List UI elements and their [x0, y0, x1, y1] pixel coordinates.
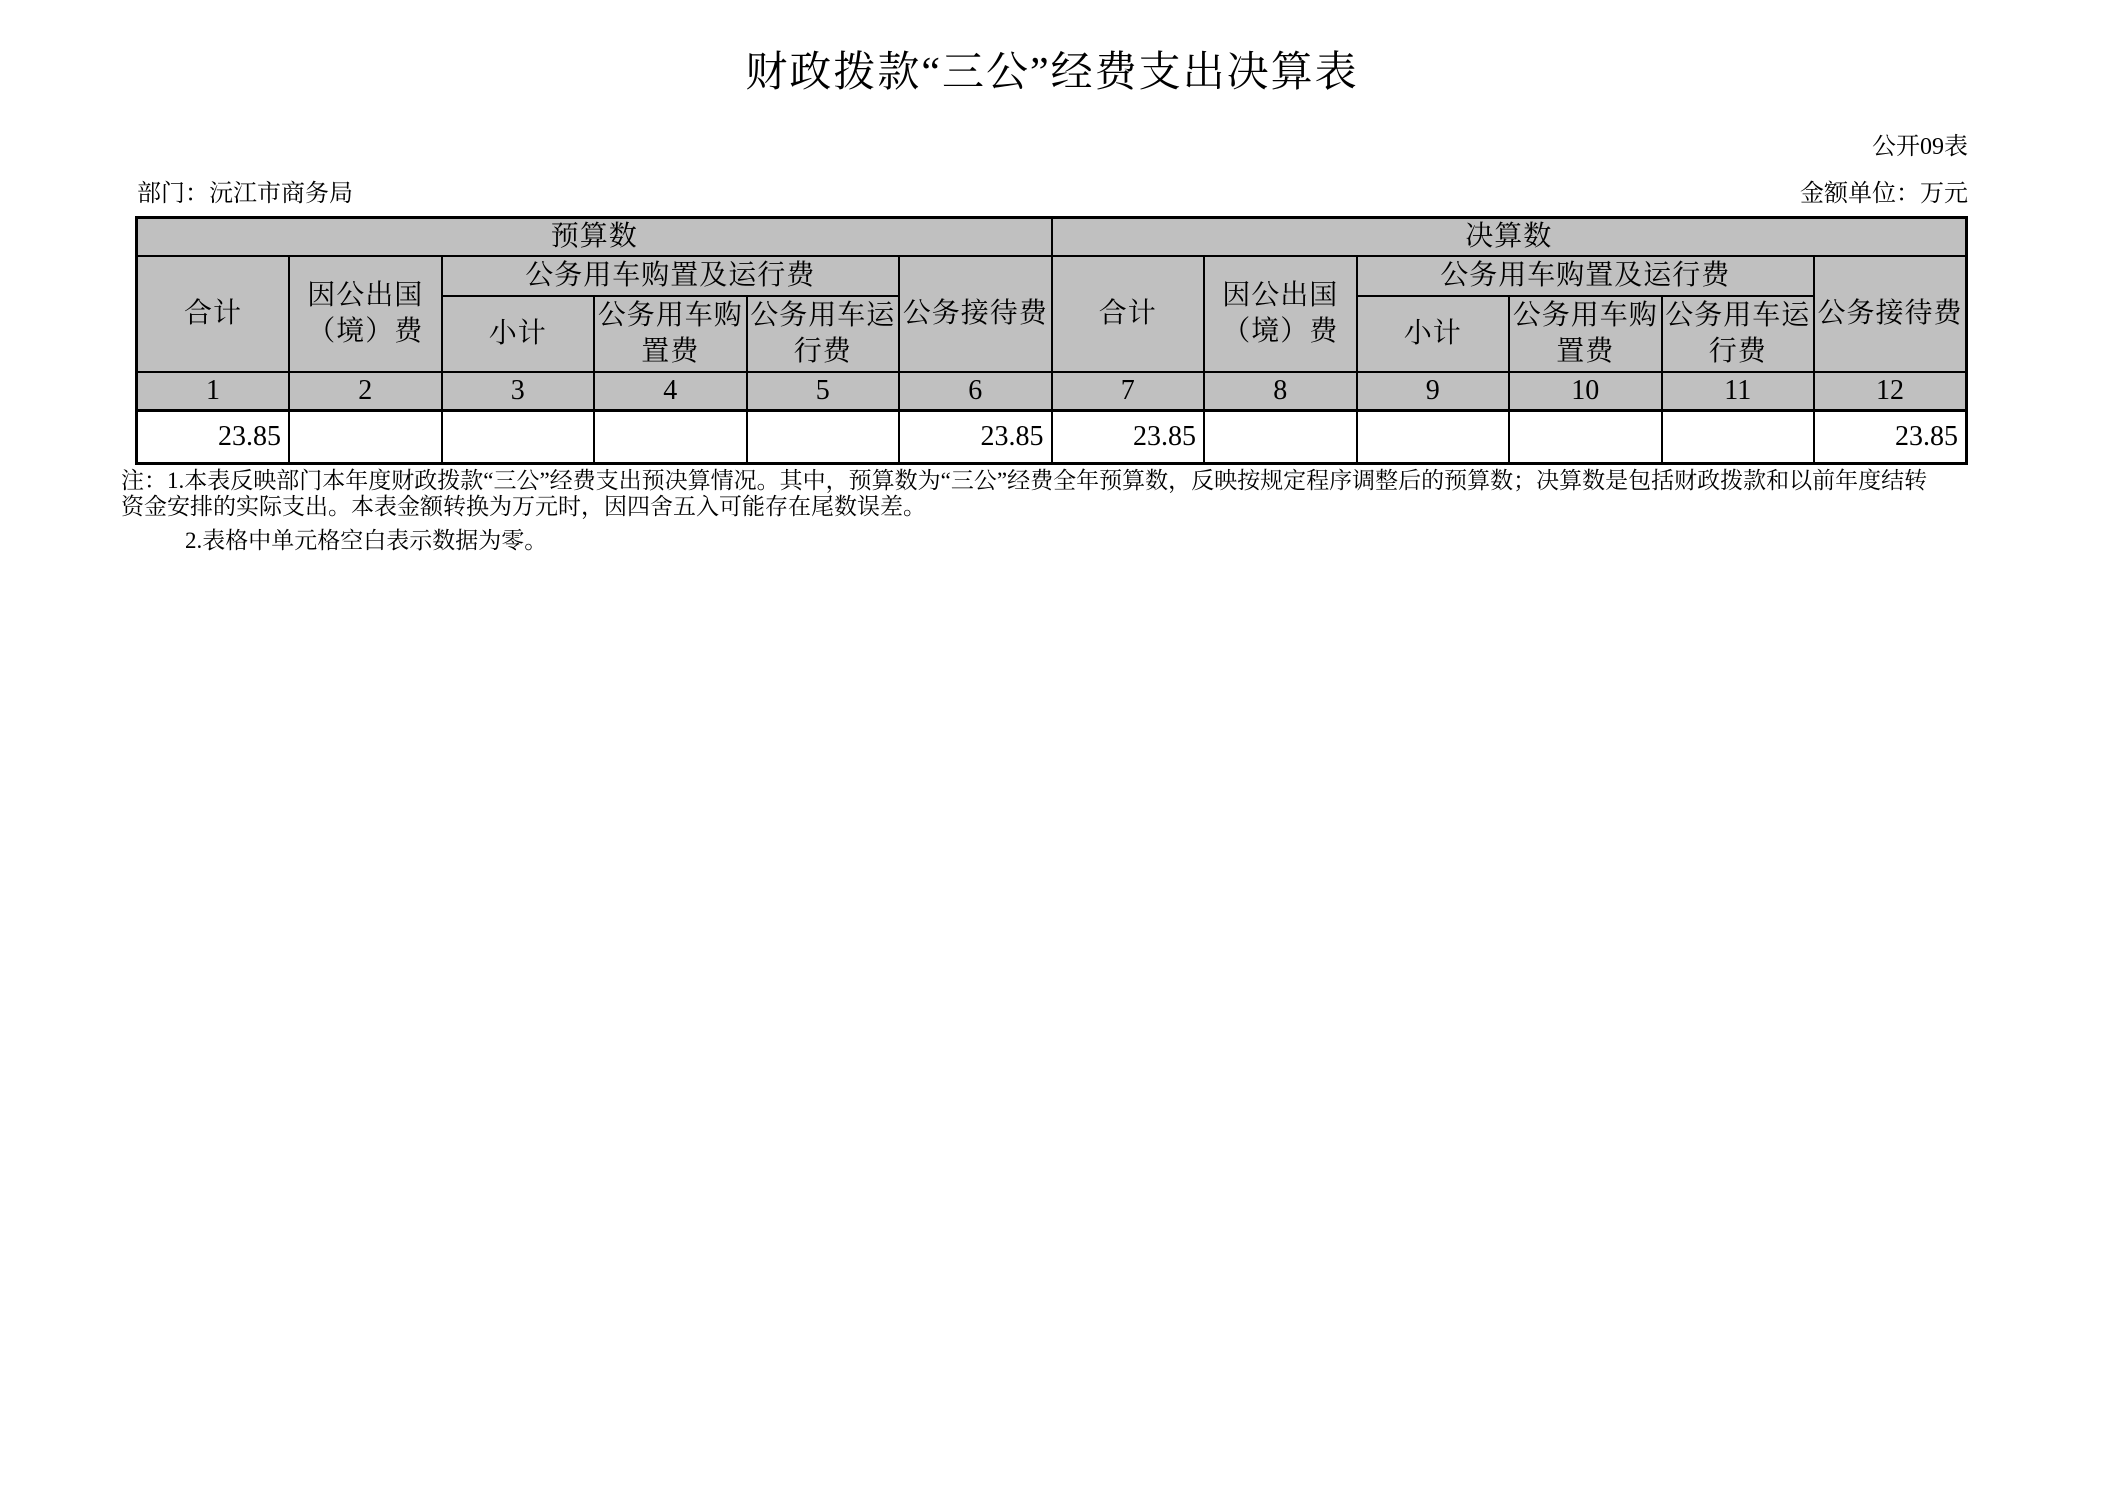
data-cell-7: 23.85 — [1052, 411, 1205, 464]
header-vehicle-purchase-budget: 公务用车购置费 — [594, 296, 747, 372]
column-number-12: 12 — [1814, 372, 1967, 411]
column-number-10: 10 — [1509, 372, 1662, 411]
data-cell-11 — [1662, 411, 1815, 464]
header-abroad-final: 因公出国（境）费 — [1204, 256, 1357, 372]
column-number-6: 6 — [899, 372, 1052, 411]
table-header-row-1 — [137, 256, 1967, 296]
column-number-4: 4 — [594, 372, 747, 411]
header-vehicle-operation-budget: 公务用车运行费 — [747, 296, 900, 372]
column-number-2: 2 — [289, 372, 442, 411]
column-number-row — [137, 372, 1967, 411]
data-row — [137, 411, 1967, 464]
footnotes — [121, 468, 1971, 554]
header-subtotal-final: 小计 — [1357, 296, 1510, 372]
header-total-budget: 合计 — [137, 256, 290, 372]
data-cell-4 — [594, 411, 747, 464]
data-cell-8 — [1204, 411, 1357, 464]
group-header-budget: 预算数 — [137, 218, 1052, 257]
header-vehicle-group-final: 公务用车购置及运行费 — [1357, 256, 1815, 296]
header-subtotal-budget: 小计 — [442, 296, 595, 372]
data-cell-9 — [1357, 411, 1510, 464]
data-cell-3 — [442, 411, 595, 464]
header-vehicle-purchase-final: 公务用车购置费 — [1509, 296, 1662, 372]
amount-unit-label: 金额单位：万元 — [1800, 181, 1968, 207]
data-cell-10 — [1509, 411, 1662, 464]
column-number-5: 5 — [747, 372, 900, 411]
data-cell-6: 23.85 — [899, 411, 1052, 464]
data-cell-2 — [289, 411, 442, 464]
header-reception-budget: 公务接待费 — [899, 256, 1052, 372]
table-group-header-row — [137, 218, 1967, 257]
form-code-label: 公开09表 — [1872, 134, 1968, 160]
note-line-1: 注：1.本表反映部门本年度财政拨款“三公”经费支出预决算情况。其中，预算数为“三公”经费全年预算数，反映按规定程序调整后的预算数；决算数是包括财政拨款和以前年度结转 — [121, 468, 1928, 493]
header-reception-final: 公务接待费 — [1814, 256, 1967, 372]
note-line-3: 2.表格中单元格空白表示数据为零。 — [185, 528, 548, 553]
column-number-7: 7 — [1052, 372, 1205, 411]
column-number-8: 8 — [1204, 372, 1357, 411]
department-label: 部门：沅江市商务局 — [137, 181, 353, 207]
header-vehicle-group-budget: 公务用车购置及运行费 — [442, 256, 900, 296]
meta-row — [137, 180, 1968, 208]
data-cell-5 — [747, 411, 900, 464]
column-number-9: 9 — [1357, 372, 1510, 411]
group-header-final: 决算数 — [1052, 218, 1967, 257]
column-number-11: 11 — [1662, 372, 1815, 411]
header-vehicle-operation-final: 公务用车运行费 — [1662, 296, 1815, 372]
data-cell-1: 23.85 — [137, 411, 290, 464]
header-total-final: 合计 — [1052, 256, 1205, 372]
note-line-2: 资金安排的实际支出。本表金额转换为万元时，因四舍五入可能存在尾数误差。 — [121, 494, 926, 519]
header-abroad-budget: 因公出国（境）费 — [289, 256, 442, 372]
three-public-expense-table — [135, 216, 1968, 465]
column-number-3: 3 — [442, 372, 595, 411]
data-cell-12: 23.85 — [1814, 411, 1967, 464]
page-title: 财政拨款“三公”经费支出决算表 — [745, 50, 1359, 96]
column-number-1: 1 — [137, 372, 290, 411]
